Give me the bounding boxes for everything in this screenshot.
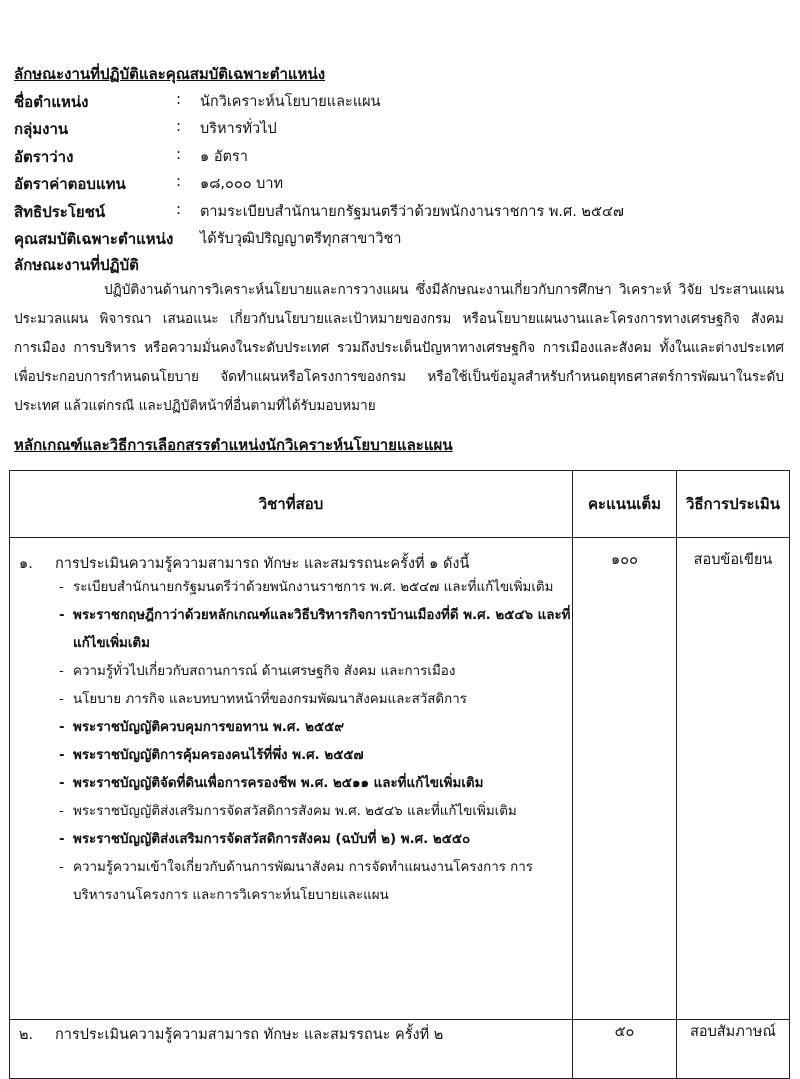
header-method: วิธีการประเมิน	[677, 471, 790, 538]
field-value: ๑๘,๐๐๐ บาท	[200, 176, 284, 192]
round-number: ๑.	[19, 556, 33, 572]
duties-heading: ลักษณะงานที่ปฏิบัติ	[14, 256, 139, 274]
field-value: นักวิเคราะห์นโยบายและแผน	[200, 94, 381, 110]
list-item: - ความรู้ความเข้าใจเกี่ยวกับด้านการพัฒนาสังคม การจัดทำแผนงานโครงการ การบริหารงานโครงการ และการวิเคราะห์นโยบายและแผน	[11, 854, 571, 910]
field-label: คุณสมบัติเฉพาะตำแหน่ง	[14, 230, 174, 248]
field-benefits	[14, 200, 784, 224]
exam-round-title	[11, 1021, 571, 1043]
score-cell: ๕๐	[573, 1020, 677, 1079]
field-label: อัตราว่าง	[14, 148, 74, 166]
criteria-title: หลักเกณฑ์และวิธีการเลือกสรรตำแหน่งนักวิเคราะห์นโยบายและแผน	[14, 436, 453, 454]
list-item: - ระเบียบสำนักนายกรัฐมนตรีว่าด้วยพนักงานราชการ พ.ศ. ๒๕๔๗ และที่แก้ไขเพิ่มเติม	[11, 574, 571, 602]
table-header-row	[10, 471, 790, 538]
field-qualifications	[14, 227, 784, 251]
field-label: สิทธิประโยชน์	[14, 203, 106, 221]
section-title: ลักษณะงานที่ปฏิบัติและคุณสมบัติเฉพาะตำแหน่ง	[14, 65, 326, 83]
list-item: - พระราชบัญญัติการคุ้มครองคนไร้ที่พึ่ง พ.ศ. ๒๕๕๗	[11, 742, 571, 770]
subject-cell	[10, 1020, 573, 1079]
field-value: ได้รับวุฒิปริญญาตรีทุกสาขาวิชา	[200, 231, 402, 247]
score-cell: ๑๐๐	[573, 538, 677, 1020]
field-label: กลุ่มงาน	[14, 120, 69, 138]
list-item: - พระราชบัญญัติจัดที่ดินเพื่อการครองชีพ พ.ศ. ๒๕๑๑ และที่แก้ไขเพิ่มเติม	[11, 770, 571, 798]
field-colon: :	[176, 200, 182, 218]
list-item: - พระราชบัญญัติส่งเสริมการจัดสวัสดิการสังคม พ.ศ. ๒๕๔๖ และที่แก้ไขเพิ่มเติม	[11, 798, 571, 826]
field-colon: :	[176, 90, 182, 108]
list-item: - ความรู้ทั่วไปเกี่ยวกับสถานการณ์ ด้านเศรษฐกิจ สังคม และการเมือง	[11, 658, 571, 686]
method-cell: สอบสัมภาษณ์	[677, 1020, 790, 1079]
list-item: - พระราชกฤษฎีกาว่าด้วยหลักเกณฑ์และวิธีบริหารกิจการบ้านเมืองที่ดี พ.ศ. ๒๕๔๖ และที่แก้ไขเพิ่มเติม	[11, 602, 571, 658]
list-item: - พระราชบัญญัติส่งเสริมการจัดสวัสดิการสังคม (ฉบับที่ ๒) พ.ศ. ๒๕๕๐	[11, 826, 571, 854]
field-colon: :	[176, 145, 182, 163]
field-value: บริหารทั่วไป	[200, 121, 277, 137]
field-colon: :	[176, 117, 182, 135]
header-score: คะแนนเต็ม	[573, 471, 677, 538]
list-item: - นโยบาย ภารกิจ และบทบาทหน้าที่ของกรมพัฒนาสังคมและสวัสดิการ	[11, 686, 571, 714]
duties-paragraph: ปฏิบัติงานด้านการวิเคราะห์นโยบายและการวางแผน ซึ่งมีลักษณะงานเกี่ยวกับการศึกษา วิเคราะห์ วิจัย ประสานแผน ประมวลแผน พิจารณา เสนอแนะ เกี่ยวกับนโยบายและเป้าหมายของกรม หรือนโยบายแผนงานและโครงการทางเศรษฐกิจ สังคม การเมือง การบริหาร หรือความมั่นคงในระดับประเทศ รวมถึงประเด็นปัญหาทางเศรษฐกิจ การเมืองและสังคม ทั้งในและต่างประเทศ เพื่อประกอบการกำหนดนโยบาย จัดทำแผนหรือโครงการของกรม หรือใช้เป็นข้อมูลสำหรับกำหนดยุทธศาสตร์การพัฒนาในระดับประเทศ แล้วแต่กรณี และปฏิบัติหน้าที่อื่นตามที่ได้รับมอบหมาย	[14, 282, 784, 414]
header-subject: วิชาที่สอบ	[10, 471, 573, 538]
subject-cell	[10, 538, 573, 1020]
list-item: - พระราชบัญญัติควบคุมการขอทาน พ.ศ. ๒๕๕๙	[11, 714, 571, 742]
field-value: ตามระเบียบสำนักนายกรัฐมนตรีว่าด้วยพนักงานราชการ พ.ศ. ๒๕๔๗	[200, 204, 624, 220]
field-vacancies	[14, 145, 784, 169]
round-number: ๒.	[19, 1027, 34, 1043]
table-row	[10, 1020, 790, 1079]
field-value: ๑ อัตรา	[200, 149, 248, 165]
round-title: การประเมินความรู้ความสามารถ ทักษะ และสมรรถนะครั้งที่ ๑ ดังนี้	[55, 556, 470, 572]
field-label: อัตราค่าตอบแทน	[14, 175, 126, 193]
field-work-group	[14, 117, 784, 141]
table-row	[10, 538, 790, 1020]
duties-heading-row	[14, 253, 784, 277]
exam-table	[9, 470, 790, 1079]
field-position-name	[14, 90, 784, 114]
field-colon: :	[176, 172, 182, 190]
round-title: การประเมินความรู้ความสามารถ ทักษะ และสมรรถนะ ครั้งที่ ๒	[55, 1027, 444, 1043]
field-salary	[14, 172, 784, 196]
field-label: ชื่อตำแหน่ง	[14, 93, 89, 111]
subject-list	[11, 574, 571, 916]
exam-round-title	[11, 548, 571, 574]
method-cell: สอบข้อเขียน	[677, 538, 790, 1020]
